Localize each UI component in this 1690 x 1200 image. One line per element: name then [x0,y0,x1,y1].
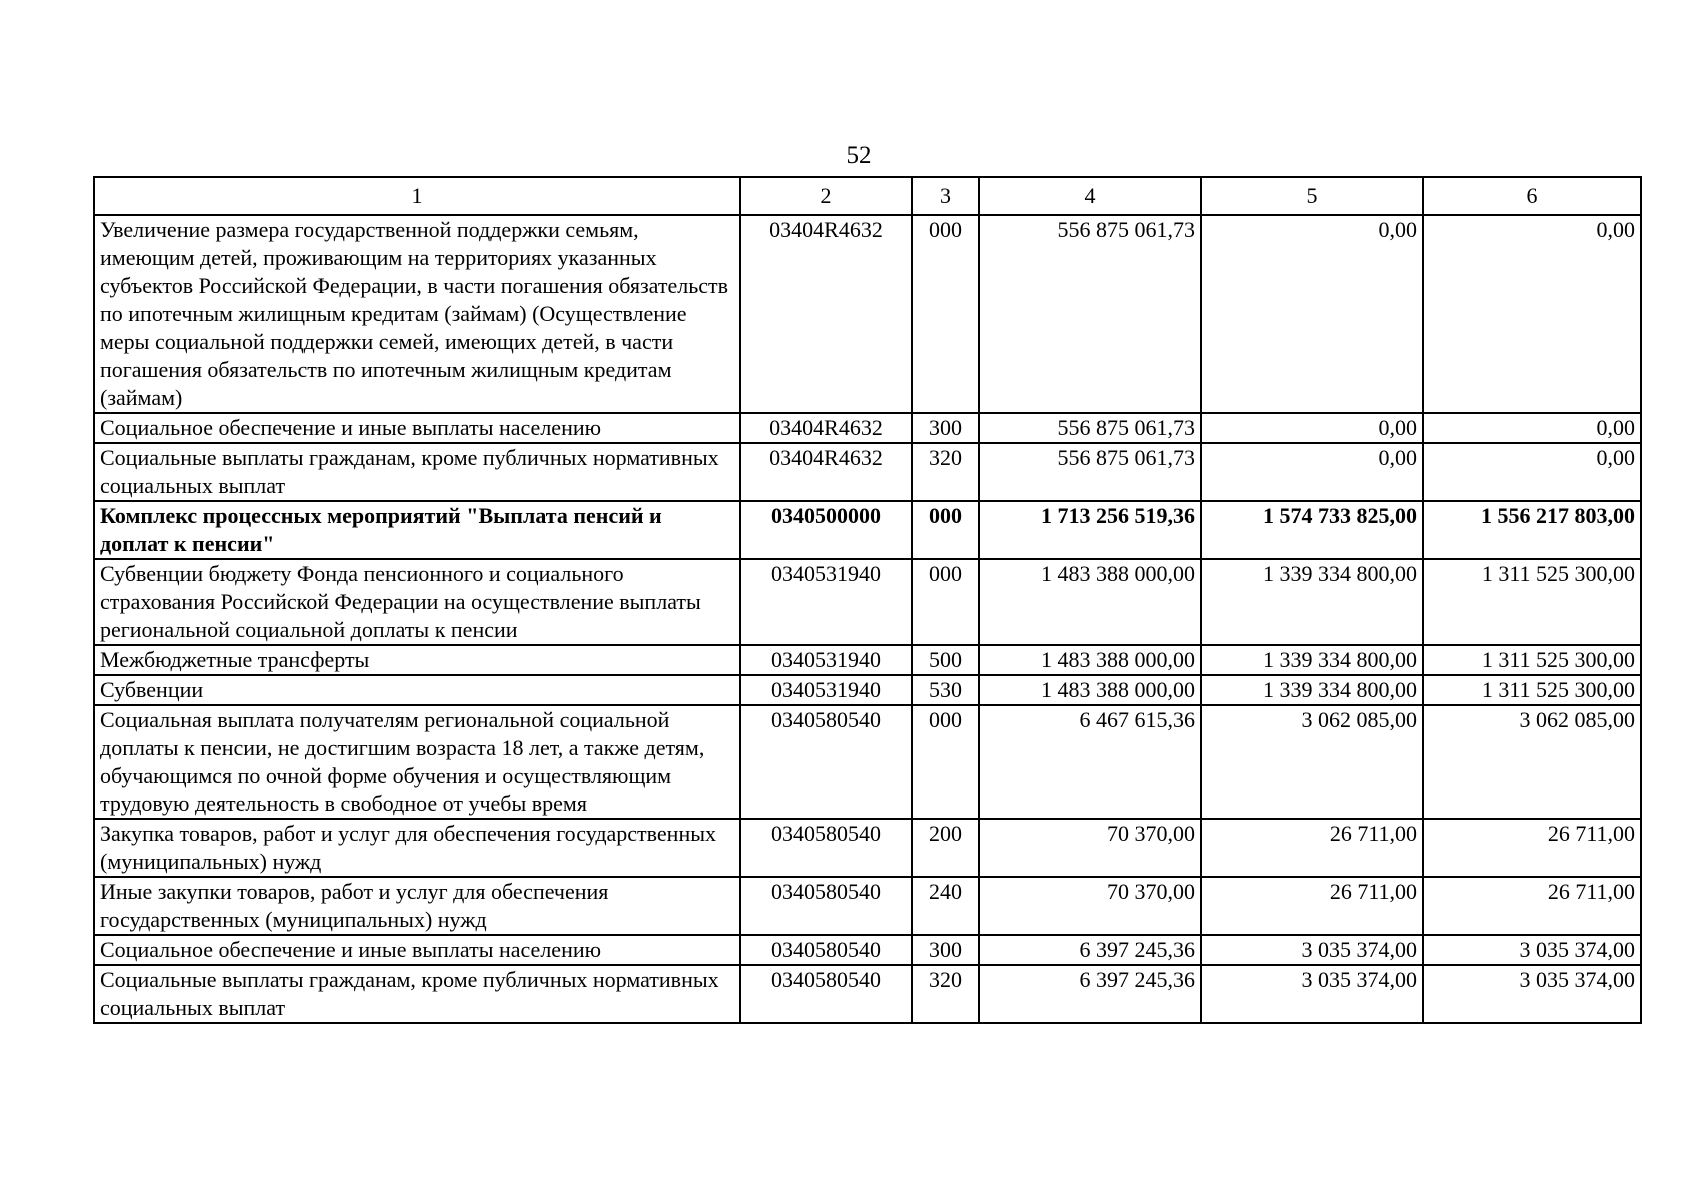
row-code-cell: 0340580540 [740,705,912,819]
row-value-col6-cell: 0,00 [1423,215,1641,413]
row-code-cell: 0340580540 [740,965,912,1023]
row-value-col4-cell: 1 483 388 000,00 [979,559,1201,645]
column-header-1: 1 [94,177,740,215]
column-header-2: 2 [740,177,912,215]
row-value-col5-cell: 1 339 334 800,00 [1201,559,1423,645]
row-code-cell: 03404R4632 [740,215,912,413]
row-code-cell: 0340531940 [740,675,912,705]
row-name-cell: Социальные выплаты гражданам, кроме публичных нормативных социальных выплат [94,965,740,1023]
row-value-col4-cell: 556 875 061,73 [979,215,1201,413]
row-value-col5-cell: 0,00 [1201,443,1423,501]
row-value-col5-cell: 26 711,00 [1201,877,1423,935]
column-header-5: 5 [1201,177,1423,215]
row-kvr-cell: 300 [912,935,979,965]
row-value-col6-cell: 1 556 217 803,00 [1423,501,1641,559]
row-kvr-cell: 000 [912,215,979,413]
row-value-col4-cell: 6 467 615,36 [979,705,1201,819]
row-kvr-cell: 320 [912,965,979,1023]
row-value-col5-cell: 3 062 085,00 [1201,705,1423,819]
row-name-cell: Субвенции [94,675,740,705]
row-value-col4-cell: 1 713 256 519,36 [979,501,1201,559]
row-code-cell: 0340580540 [740,877,912,935]
table-row [94,935,1641,965]
row-value-col4-cell: 1 483 388 000,00 [979,645,1201,675]
table-row [94,819,1641,877]
row-code-cell: 0340580540 [740,819,912,877]
row-kvr-cell: 320 [912,443,979,501]
row-code-cell: 0340531940 [740,559,912,645]
row-value-col6-cell: 3 035 374,00 [1423,965,1641,1023]
table-row [94,443,1641,501]
row-value-col6-cell: 26 711,00 [1423,819,1641,877]
row-value-col6-cell: 1 311 525 300,00 [1423,675,1641,705]
row-value-col6-cell: 0,00 [1423,413,1641,443]
row-value-col6-cell: 1 311 525 300,00 [1423,645,1641,675]
row-value-col4-cell: 1 483 388 000,00 [979,675,1201,705]
row-value-col4-cell: 556 875 061,73 [979,413,1201,443]
table-header-row [94,177,1641,215]
row-value-col5-cell: 1 574 733 825,00 [1201,501,1423,559]
row-code-cell: 03404R4632 [740,443,912,501]
row-name-cell: Субвенции бюджету Фонда пенсионного и социального страхования Российской Федерации на осуществление выплаты региональной социальной доплаты к пенсии [94,559,740,645]
row-name-cell: Увеличение размера государственной поддержки семьям, имеющим детей, проживающим на территориях указанных субъектов Российской Федерации, в части погашения обязательств по ипотечным жилищным кредитам (займам) (Осуществление меры социальной поддержки семей, имеющих детей, в части погашения обязательств по ипотечным жилищным кредитам (займам) [94,215,740,413]
budget-table [93,176,1642,1024]
row-code-cell: 0340531940 [740,645,912,675]
row-value-col4-cell: 6 397 245,36 [979,935,1201,965]
table-row [94,645,1641,675]
row-value-col4-cell: 70 370,00 [979,819,1201,877]
row-name-cell: Иные закупки товаров, работ и услуг для обеспечения государственных (муниципальных) нужд [94,877,740,935]
row-value-col5-cell: 0,00 [1201,413,1423,443]
row-value-col4-cell: 70 370,00 [979,877,1201,935]
row-value-col5-cell: 3 035 374,00 [1201,965,1423,1023]
column-header-3: 3 [912,177,979,215]
table-row [94,675,1641,705]
row-value-col5-cell: 3 035 374,00 [1201,935,1423,965]
row-value-col6-cell: 1 311 525 300,00 [1423,559,1641,645]
page-number: 52 [846,142,872,169]
table-row [94,413,1641,443]
column-header-6: 6 [1423,177,1641,215]
row-name-cell: Социальное обеспечение и иные выплаты населению [94,413,740,443]
row-code-cell: 0340500000 [740,501,912,559]
row-name-cell: Социальное обеспечение и иные выплаты населению [94,935,740,965]
row-kvr-cell: 000 [912,559,979,645]
row-kvr-cell: 500 [912,645,979,675]
row-value-col6-cell: 26 711,00 [1423,877,1641,935]
row-name-cell: Комплекс процессных мероприятий "Выплата пенсий и доплат к пенсии" [94,501,740,559]
row-kvr-cell: 000 [912,705,979,819]
table-row [94,965,1641,1023]
table-body [94,215,1641,1023]
table-row [94,501,1641,559]
table-row [94,705,1641,819]
table-row [94,215,1641,413]
row-name-cell: Межбюджетные трансферты [94,645,740,675]
row-value-col5-cell: 0,00 [1201,215,1423,413]
row-value-col5-cell: 26 711,00 [1201,819,1423,877]
table-row [94,559,1641,645]
row-name-cell: Социальная выплата получателям региональной социальной доплаты к пенсии, не достигшим возраста 18 лет, а также детям, обучающимся по очной форме обучения и осуществляющим трудовую деятельность в свободное от учебы время [94,705,740,819]
row-kvr-cell: 300 [912,413,979,443]
row-value-col6-cell: 0,00 [1423,443,1641,501]
row-kvr-cell: 530 [912,675,979,705]
table-row [94,877,1641,935]
row-kvr-cell: 000 [912,501,979,559]
row-value-col5-cell: 1 339 334 800,00 [1201,675,1423,705]
row-name-cell: Закупка товаров, работ и услуг для обеспечения государственных (муниципальных) нужд [94,819,740,877]
row-value-col4-cell: 556 875 061,73 [979,443,1201,501]
column-header-4: 4 [979,177,1201,215]
row-value-col6-cell: 3 035 374,00 [1423,935,1641,965]
row-code-cell: 03404R4632 [740,413,912,443]
row-code-cell: 0340580540 [740,935,912,965]
row-value-col6-cell: 3 062 085,00 [1423,705,1641,819]
row-kvr-cell: 240 [912,877,979,935]
row-name-cell: Социальные выплаты гражданам, кроме публичных нормативных социальных выплат [94,443,740,501]
row-value-col4-cell: 6 397 245,36 [979,965,1201,1023]
row-kvr-cell: 200 [912,819,979,877]
row-value-col5-cell: 1 339 334 800,00 [1201,645,1423,675]
